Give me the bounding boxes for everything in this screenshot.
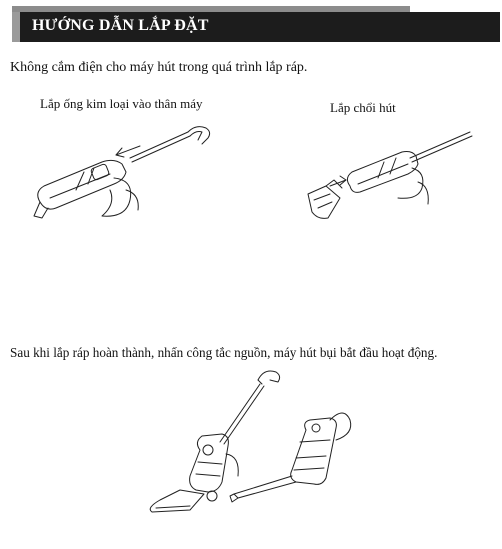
step-caption-tube: Lắp ống kim loại vào thân máy (40, 96, 203, 111)
step-caption-brush: Lắp chổi hút (330, 100, 396, 115)
completion-text: Sau khi lắp ráp hoàn thành, nhấn công tắc nguồn, máy hút bụi bắt đầu hoạt động. (10, 345, 438, 360)
vacuum-assembled-icon (130, 366, 370, 516)
section-header (12, 12, 500, 42)
safety-note: Không cắm điện cho máy hút trong quá trình lắp ráp. (10, 60, 308, 75)
header-accent-bar (12, 12, 20, 42)
section-title: HƯỚNG DẪN LẮP ĐẶT (32, 17, 209, 34)
vacuum-tube-attach-icon (30, 120, 220, 230)
vacuum-brush-attach-icon (300, 124, 490, 224)
